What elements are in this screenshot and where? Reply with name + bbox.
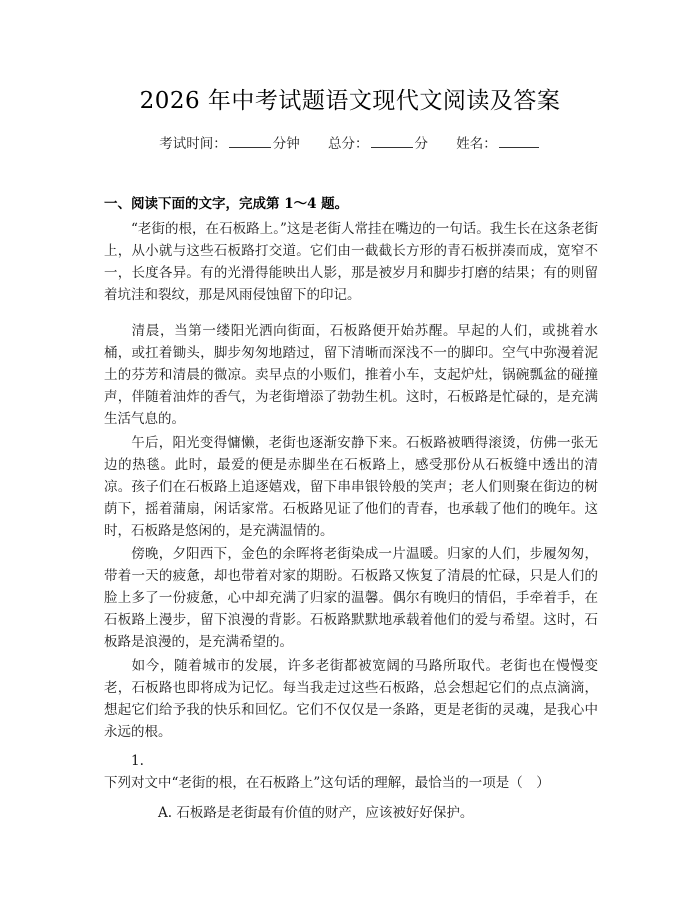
total-score-label: 总分： — [328, 136, 369, 152]
total-score-blank — [371, 135, 413, 148]
passage-paragraph-4 — [104, 543, 598, 653]
student-name-field — [456, 132, 541, 152]
exam-time-blank — [229, 135, 271, 148]
question-number: 1. — [131, 753, 144, 769]
section-heading: 一、阅读下面的文字，完成第 1～4 题。 — [104, 196, 349, 212]
passage-paragraph-5 — [104, 655, 598, 743]
paragraph-text: 清晨，当第一缕阳光洒向街面，石板路便开始苏醒。早起的人们，或挑着水桶，或扛着锄头，脚步匆匆地踏过，留下清晰而深浅不一的脚印。空气中弥漫着泥土的芬芳和清晨的微凉。卖早点的小贩们，推着小车，支起炉灶，锅碗瓢盆的碰撞声，伴随着油炸的香气，为老街增添了勃勃生机。这时，石板路是忙碌的，是充满生活气息的。 — [104, 323, 598, 427]
exam-time-label: 考试时间： — [159, 136, 227, 152]
page-title: 2026 年中考试题语文现代文阅读及答案 — [139, 88, 561, 114]
option-a[interactable]: A. 石板路是老街最有价值的财产，应该被好好保护。 — [158, 805, 474, 821]
total-score-unit: 分 — [414, 136, 428, 152]
student-name-blank — [499, 135, 539, 148]
exam-info-line — [0, 132, 700, 152]
total-score-field — [328, 132, 428, 152]
paragraph-text: 傍晚，夕阳西下，金色的余晖将老街染成一片温暖。归家的人们，步履匆匆，带着一天的疲惫，却也带着对家的期盼。石板路又恢复了清晨的忙碌，只是人们的脸上多了一份疲惫，心中却充满了归家的温馨。偶尔有晚归的情侣，手牵着手，在石板路上漫步，留下浪漫的背影。石板路默默地承载着他们的爱与希望。这时，石板路是浪漫的，是充满希望的。 — [104, 546, 598, 650]
paragraph-text: “老街的根，在石板路上。”这是老街人常挂在嘴边的一句话。我生长在这条老街上，从小就与这些石板路打交道。它们由一截截长方形的青石板拼凑而成，宽窄不一，长度各异。有的光滑得能映出人影，那是被岁月和脚步打磨的结果；有的则留着坑洼和裂纹，那是风雨侵蚀留下的印记。 — [104, 221, 598, 303]
paragraph-text: 午后，阳光变得慵懒，老街也逐渐安静下来。石板路被晒得滚烫，仿佛一张无边的热毯。此时，最爱的便是赤脚坐在石板路上，感受那份从石板缝中透出的清凉。孩子们在石板路上追逐嬉戏，留下串串银铃般的笑声；老人们则聚在街边的树荫下，摇着蒲扇，闲话家常。石板路见证了他们的青春，也承载了他们的晚年。这时，石板路是悠闲的，是充满温情的。 — [104, 435, 598, 539]
passage-paragraph-3 — [104, 432, 598, 542]
passage-paragraph-1 — [104, 218, 598, 306]
paragraph-text: 如今，随着城市的发展，许多老街都被宽阔的马路所取代。老街也在慢慢变老，石板路也即将成为记忆。每当我走过这些石板路，总会想起它们的点点滴滴，想起它们给予我的快乐和回忆。它们不仅仅是一条路，更是老街的灵魂，是我心中永远的根。 — [104, 658, 598, 740]
exam-time-unit: 分钟 — [272, 136, 300, 152]
question-text: 下列对文中“老街的根，在石板路上”这句话的理解，最恰当的一项是（ ） — [104, 775, 550, 791]
exam-time-field — [159, 132, 300, 152]
student-name-label: 姓名： — [456, 136, 497, 152]
question-1 — [104, 750, 598, 794]
passage-paragraph-2 — [104, 320, 598, 430]
